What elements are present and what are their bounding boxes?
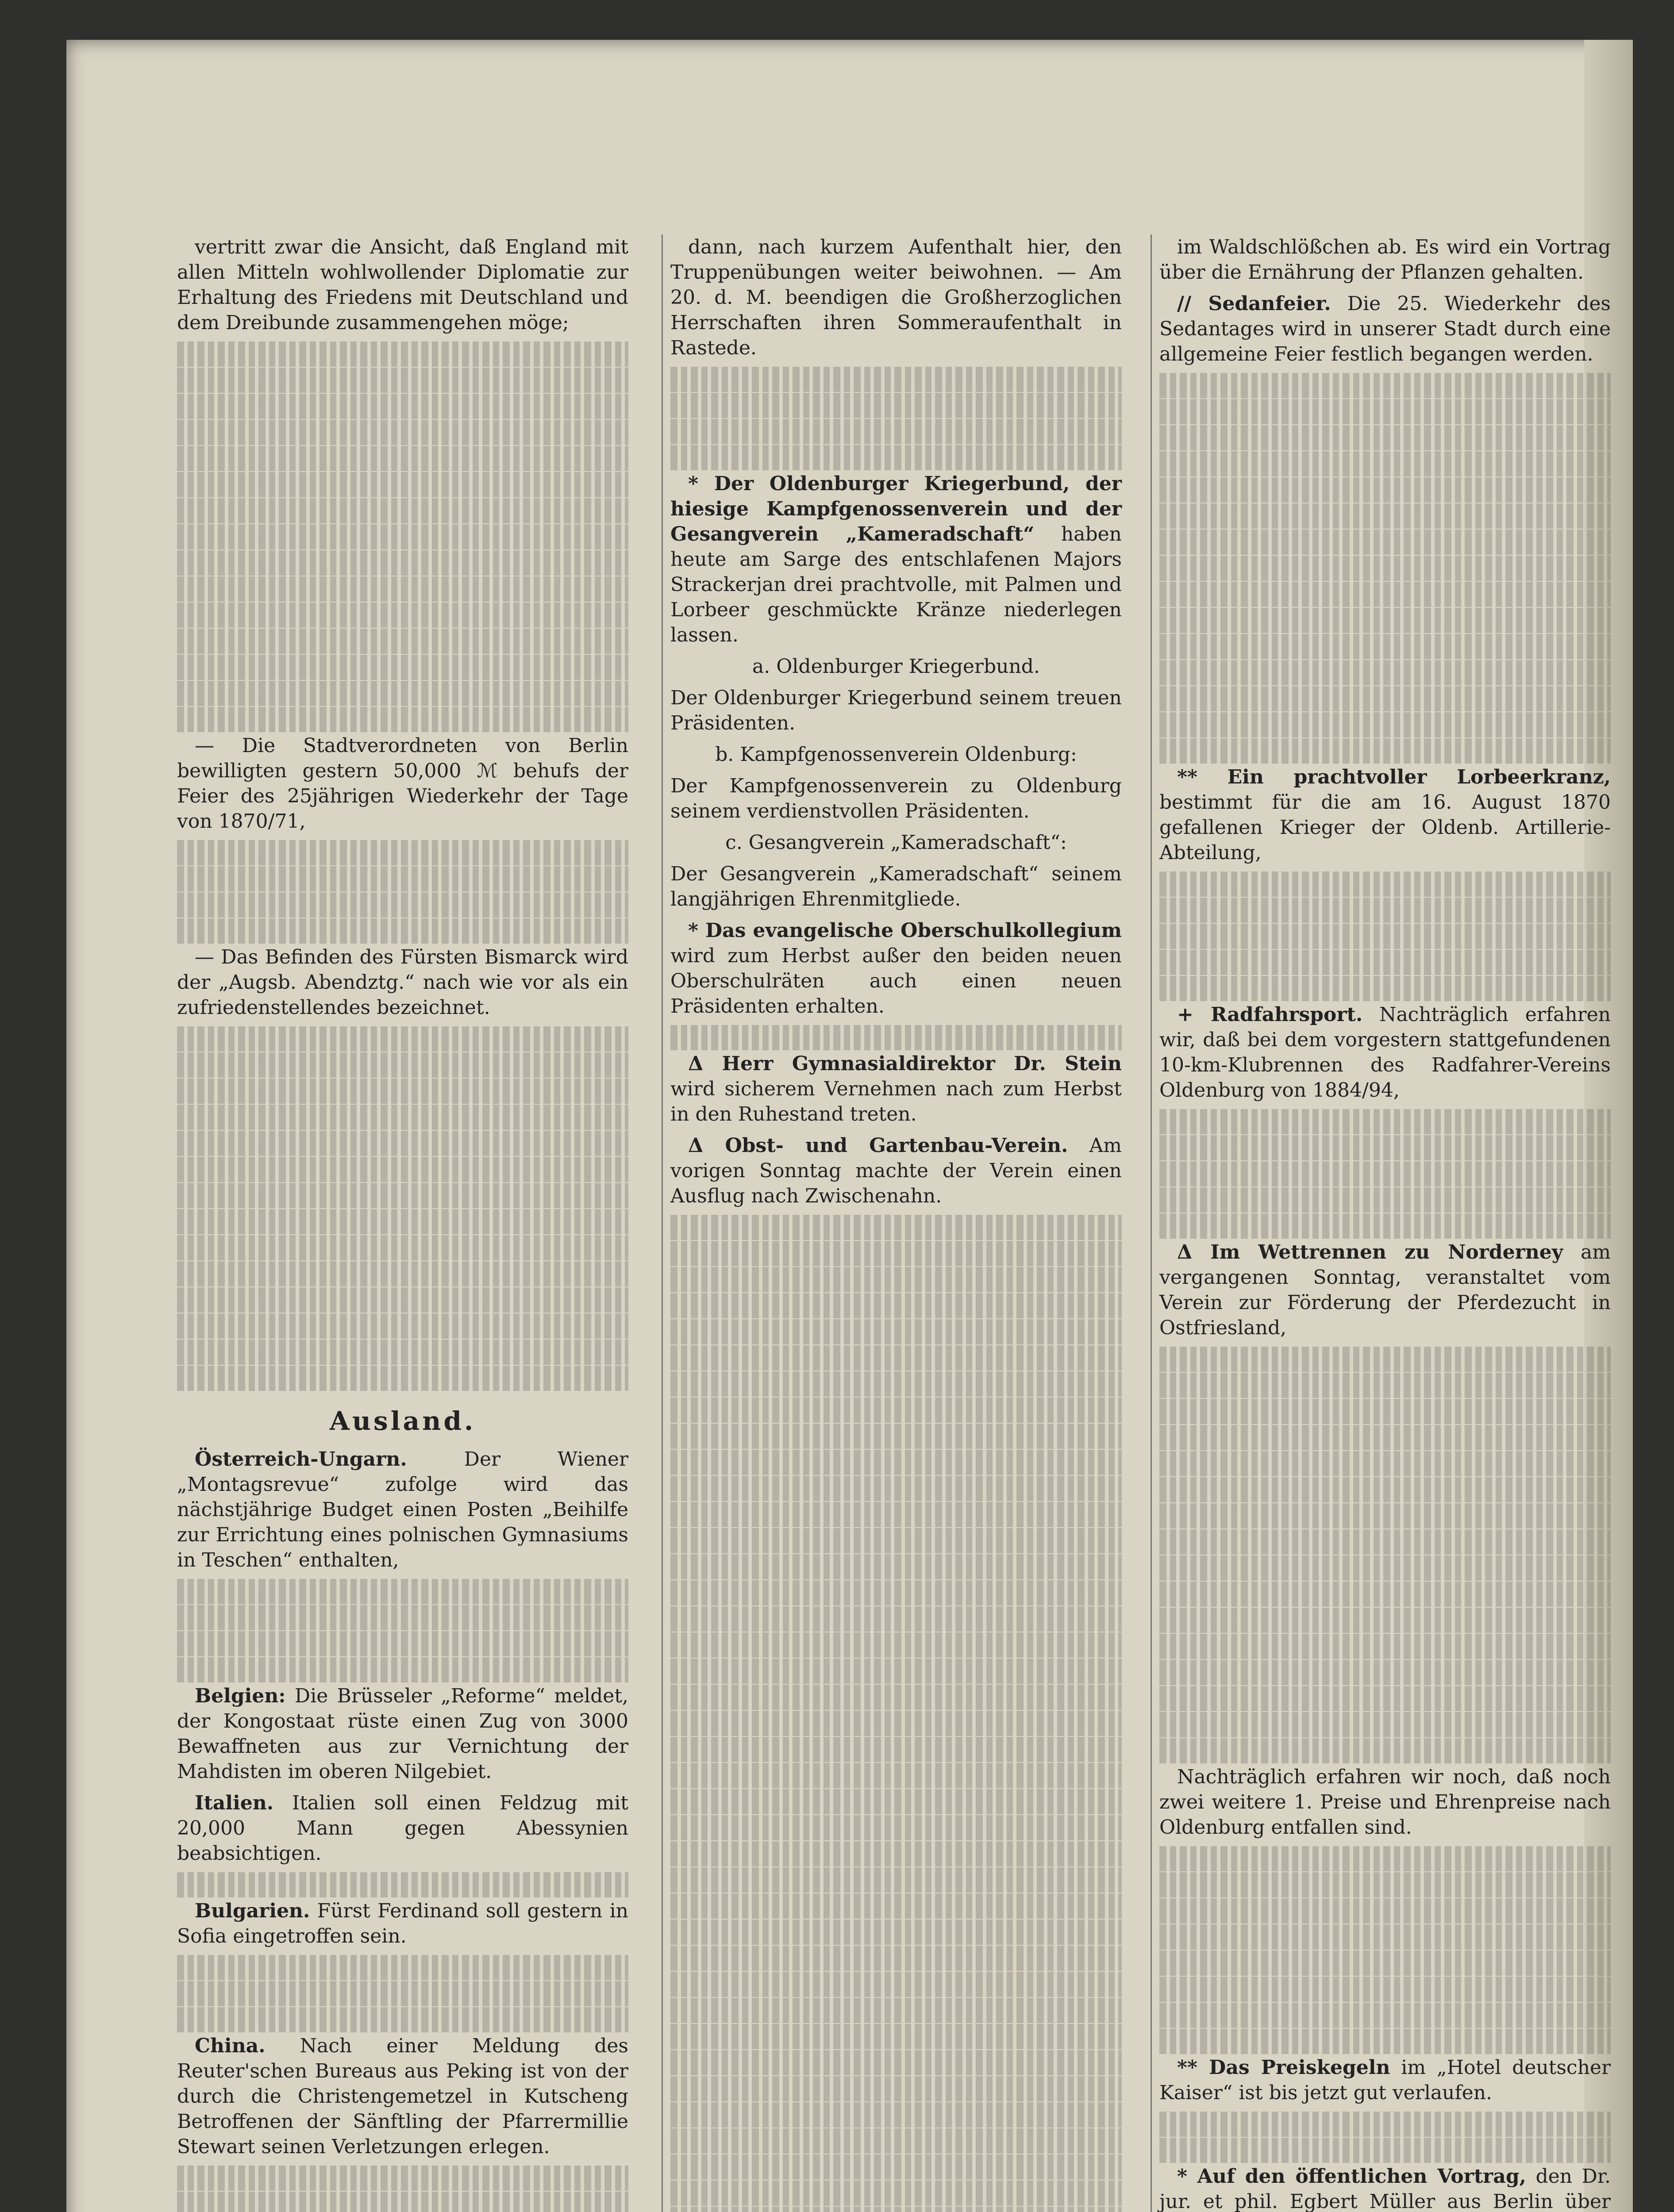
- article: [1159, 2055, 1611, 2105]
- article-text: Nach einer Meldung des Reuter'schen Bureaus aus Peking ist von der durch die Christengemetzel in Kutscheng Betroffenen der Sänftling der Pfarrermillie Stewart seinen Verletzungen erlegen.: [177, 2035, 628, 2158]
- article-text: Fürst Ferdinand soll gestern in Sofia eingetroffen sein.: [177, 1900, 628, 1947]
- column-rule: [1151, 234, 1152, 2212]
- article-heading: + Radfahrsport.: [1177, 1003, 1363, 1026]
- wreath-b-text: Der Kampfgenossenverein zu Oldenburg seinem verdienstvollen Präsidenten.: [670, 775, 1122, 822]
- article-text: Italien soll einen Feldzug mit 20,000 Mann gegen Abessynien beabsichtigen.: [177, 1792, 628, 1865]
- article: [177, 1898, 628, 1949]
- article-text: — Das Befinden des Fürsten Bismarck wird der „Augsb. Abendztg.“ nach wie vor als ein zufriedenstellendes bezeichnet.: [177, 946, 628, 1019]
- article: [177, 1790, 628, 1866]
- article: [1159, 764, 1611, 865]
- article: [670, 471, 1122, 648]
- article-text: Die 25. Wiederkehr des Sedantages wird in unserer Stadt durch eine allgemeine Feier festlich begangen werden.: [1159, 292, 1611, 365]
- column-1: [177, 234, 628, 2212]
- article-text: — Die Stadtverordneten von Berlin bewilligten gestern 50,000 ℳ behufs der Feier des 25jährigen Wiederkehr der Tage von 1870/71,: [177, 734, 628, 833]
- article-text: Die Brüsseler „Reforme“ meldet, der Kongostaat rüste einen Zug von 3000 Bewaffneten aus zur Vernichtung der Mahdisten im oberen Nilgebiet.: [177, 1685, 628, 1783]
- wreath-c-heading: c. Gesangverein „Kameradschaft“:: [725, 831, 1067, 854]
- article-heading: China.: [195, 2035, 266, 2057]
- wreath-a-text: Der Oldenburger Kriegerbund seinem treuen Präsidenten.: [670, 687, 1122, 734]
- article-text: wird zum Herbst außer den beiden neuen Oberschulräten auch einen neuen Präsidenten erhalten.: [670, 945, 1122, 1018]
- article-heading: Italien.: [195, 1792, 274, 1814]
- article-heading: Δ Herr Gymnasialdirektor Dr. Stein: [688, 1052, 1122, 1075]
- article: [177, 1683, 628, 1784]
- article-heading: Δ Im Wettrennen zu Norderney: [1177, 1241, 1563, 1263]
- wreath-b-heading: b. Kampfgenossenverein Oldenburg:: [715, 743, 1077, 766]
- article-text: wird sicherem Vernehmen nach zum Herbst in den Ruhestand treten.: [670, 1078, 1122, 1125]
- wreath-c-text: Der Gesangverein „Kameradschaft“ seinem langjährigen Ehrenmitgliede.: [670, 863, 1122, 910]
- article-text: Der Wiener „Montagsrevue“ zufolge wird das nächstjährige Budget einen Posten „Beihilfe zur Errichtung eines polnischen Gymnasiums in Teschen“ enthalten,: [177, 1448, 628, 1571]
- article-text: Nachträglich erfahren wir noch, daß noch zwei weitere 1. Preise und Ehrenpreise nach Oldenburg entfallen sind.: [1159, 1766, 1611, 1839]
- column-rule: [662, 234, 663, 2212]
- newspaper-page: [66, 40, 1633, 2212]
- article-heading: * Auf den öffentlichen Vortrag,: [1177, 2165, 1526, 2188]
- article-heading: * Das evangelische Oberschulkollegium: [688, 919, 1122, 942]
- article-text: am vergangenen Sonntag, veranstaltet vom Verein zur Förderung der Pferdezucht in Ostfriesland,: [1159, 1241, 1611, 1339]
- column-2: [670, 234, 1122, 2212]
- article: [1159, 1002, 1611, 1103]
- article-text: dann, nach kurzem Aufenthalt hier, den Truppenübungen weiter beiwohnen. — Am 20. d. M. beendigen die Großherzoglichen Herrschaften ihren Sommeraufenthalt in Rastede.: [670, 236, 1122, 359]
- article: [670, 1133, 1122, 1209]
- article: [670, 918, 1122, 1019]
- article-text: im Waldschlößchen ab. Es wird ein Vortrag über die Ernährung der Pflanzen gehalten.: [1159, 236, 1611, 284]
- article-heading: Bulgarien.: [195, 1900, 310, 1922]
- article-text: haben heute am Sarge des entschlafenen Majors Strackerjan drei prachtvolle, mit Palmen und Lorbeer geschmückte Kränze niederlegen lassen.: [670, 523, 1122, 646]
- column-3: [1159, 234, 1611, 2212]
- article: [670, 1051, 1122, 1127]
- article: [177, 1447, 628, 1573]
- article-heading: * Der Oldenburger Kriegerbund, der hiesige Kampfgenossenverein und der Gesangverein „Kameradschaft“: [670, 472, 1122, 545]
- article: [177, 2033, 628, 2159]
- article-text: den Dr. jur. et phil. Egbert Müller aus Berlin über: [1159, 2165, 1611, 2212]
- article-text: vertritt zwar die Ansicht, daß England mit allen Mitteln wohlwollender Diplomatie zur Erhaltung des Friedens mit Deutschland und dem Dreibunde zusammengehen möge;: [177, 236, 628, 334]
- article: [1159, 2164, 1611, 2212]
- article-heading: Belgien:: [195, 1685, 286, 1707]
- section-heading: Ausland.: [329, 1406, 476, 1436]
- wreath-a-heading: a. Oldenburger Kriegerbund.: [752, 655, 1040, 678]
- article-text: Am vorigen Sonntag machte der Verein einen Ausflug nach Zwischenahn.: [670, 1134, 1122, 1207]
- article-text: Nachträglich erfahren wir, daß bei dem vorgestern stattgefundenen 10-km-Klubrennen des Radfahrer-Vereins Oldenburg von 1884/94,: [1159, 1003, 1611, 1102]
- article-heading: // Sedanfeier.: [1177, 292, 1331, 315]
- article-heading: Österreich-Ungarn.: [195, 1448, 407, 1471]
- article-heading: Δ Obst- und Gartenbau-Verein.: [688, 1134, 1068, 1157]
- article: [1159, 291, 1611, 367]
- article-heading: ** Ein prachtvoller Lorbeerkranz,: [1177, 766, 1611, 788]
- article-text: im „Hotel deutscher Kaiser“ ist bis jetzt gut verlaufen.: [1159, 2056, 1611, 2104]
- article-text: bestimmt für die am 16. August 1870 gefallenen Krieger der Oldenb. Artillerie-Abteilung,: [1159, 791, 1611, 864]
- article: [1159, 1240, 1611, 1340]
- article-heading: ** Das Preiskegeln: [1177, 2056, 1390, 2079]
